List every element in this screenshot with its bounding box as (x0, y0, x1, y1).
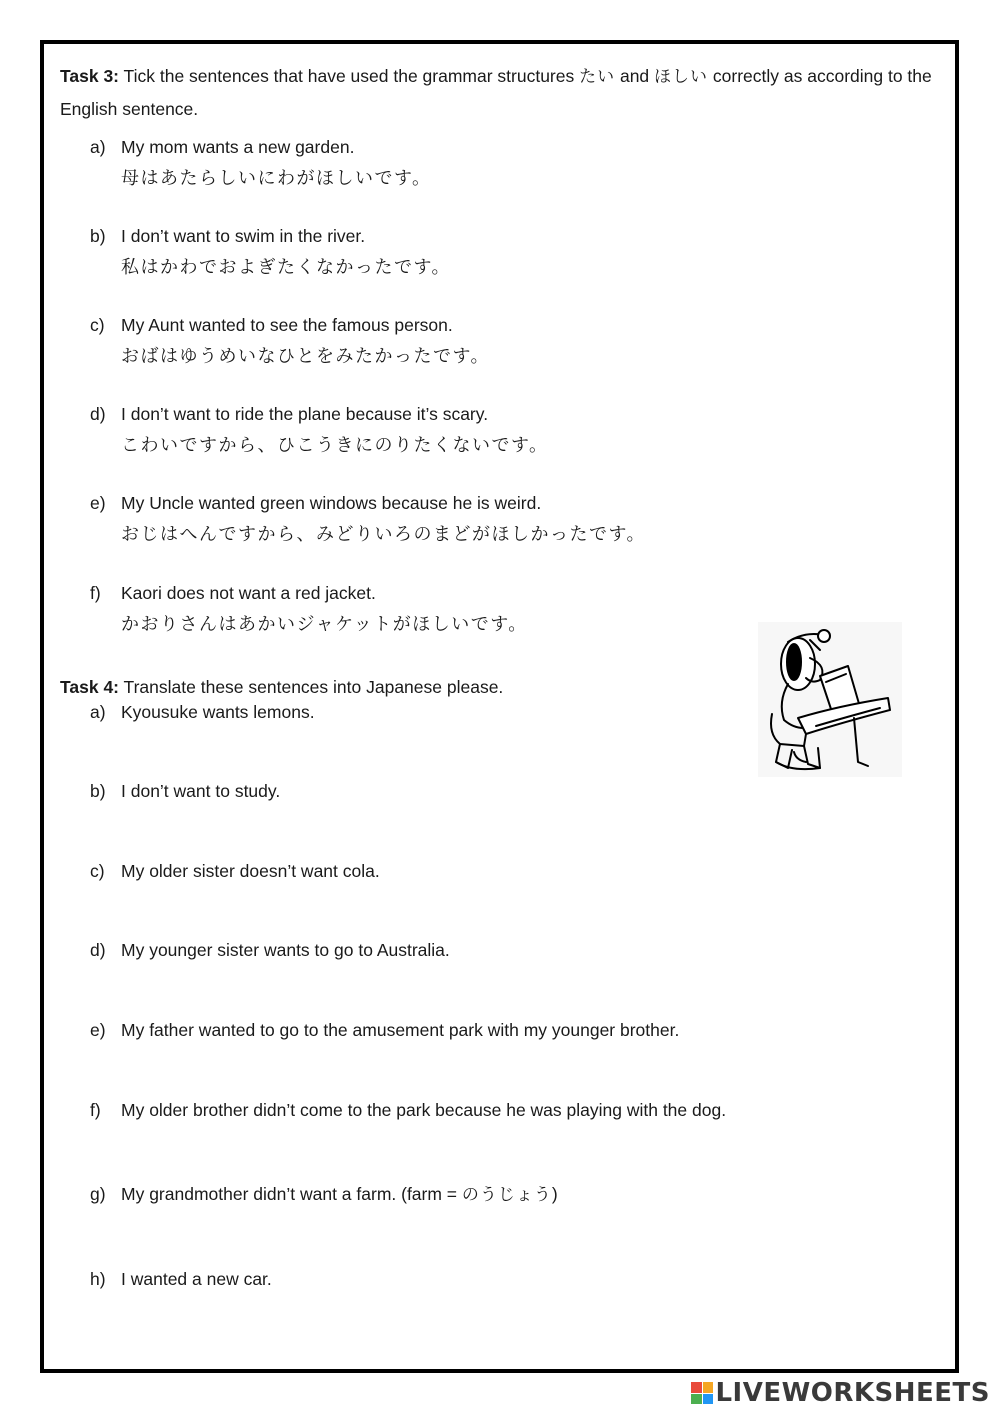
task4-item-label: e) (90, 1020, 106, 1040)
logo-tile (703, 1394, 714, 1405)
task3-item-english: I don’t want to ride the plane because it’s scary. (121, 404, 489, 424)
task3-item-english: I don’t want to swim in the river. (121, 226, 366, 246)
task4-item-label: h) (90, 1269, 106, 1289)
task4-item-english: My older sister doesn’t want cola. (121, 861, 380, 881)
task3-item-japanese[interactable]: 母はあたらしいにわがほしいです。 (121, 168, 432, 189)
task4-item-english: My grandmother didn’t want a farm. (farm = のうじょう) (121, 1184, 558, 1205)
task4-item-label: b) (90, 781, 106, 801)
task3-item-english: My Aunt wanted to see the famous person. (121, 315, 453, 335)
logo-tile (691, 1382, 702, 1393)
liveworksheets-logo (691, 1378, 990, 1408)
logo-tile (703, 1382, 714, 1393)
task4-item-english: My younger sister wants to go to Australia. (121, 940, 450, 960)
task4-item-english: I don’t want to study. (121, 781, 281, 801)
task3-item-japanese[interactable]: こわいですから、ひこうきにのりたくないです。 (121, 435, 549, 456)
task4-item-label: c) (90, 861, 105, 881)
task4-heading: Task 4: (60, 677, 120, 697)
task3-item-japanese[interactable]: かおりさんはあかいジャケットがほしいです。 (121, 614, 528, 635)
task4-item-label: a) (90, 702, 106, 722)
logo-tile (691, 1394, 702, 1405)
task4-item-label: d) (90, 940, 106, 960)
task3-item-label: d) (90, 404, 106, 424)
task3-item-english: My mom wants a new garden. (121, 137, 355, 157)
task4-item-label: f) (90, 1100, 101, 1120)
task3-item-label: b) (90, 226, 106, 246)
task3-instruction: Task 3: Tick the sentences that have used the grammar structures たい and ほしい correctly as according to the English sentence. (60, 66, 932, 119)
liveworksheets-brand: LIVEWORKSHEETS (715, 1378, 990, 1408)
liveworksheets-mark-icon (691, 1382, 713, 1404)
task3-item-label: a) (90, 137, 106, 157)
task4-item-english: My older brother didn’t come to the park because he was playing with the dog. (121, 1100, 727, 1120)
task4-item-label: g) (90, 1184, 106, 1204)
task3-item-japanese[interactable]: 私はかわでおよぎたくなかったです。 (121, 257, 452, 278)
task3-item-english: My Uncle wanted green windows because he is weird. (121, 493, 542, 513)
task3-item-label: f) (90, 583, 101, 603)
grammar-tai: たい (579, 67, 616, 87)
task3-heading: Task 3: (60, 66, 120, 86)
task4-item-english: I wanted a new car. (121, 1269, 272, 1289)
task4-item-english: My father wanted to go to the amusement park with my younger brother. (121, 1020, 680, 1040)
task3-item-japanese[interactable]: おじはへんですから、みどりいろのまどがほしかったです。 (121, 524, 647, 545)
grammar-hoshii: ほしい (654, 67, 709, 87)
task3-item-label: e) (90, 493, 106, 513)
farm-japanese: のうじょう (461, 1185, 552, 1205)
task3-item-english: Kaori does not want a red jacket. (121, 583, 376, 603)
task3-item-japanese[interactable]: おばはゆうめいなひとをみたかったです。 (121, 346, 491, 367)
task4-instruction: Task 4: Translate these sentences into Japanese please. (60, 677, 504, 697)
task4-item-english: Kyousuke wants lemons. (121, 702, 315, 722)
task3-item-label: c) (90, 315, 105, 335)
